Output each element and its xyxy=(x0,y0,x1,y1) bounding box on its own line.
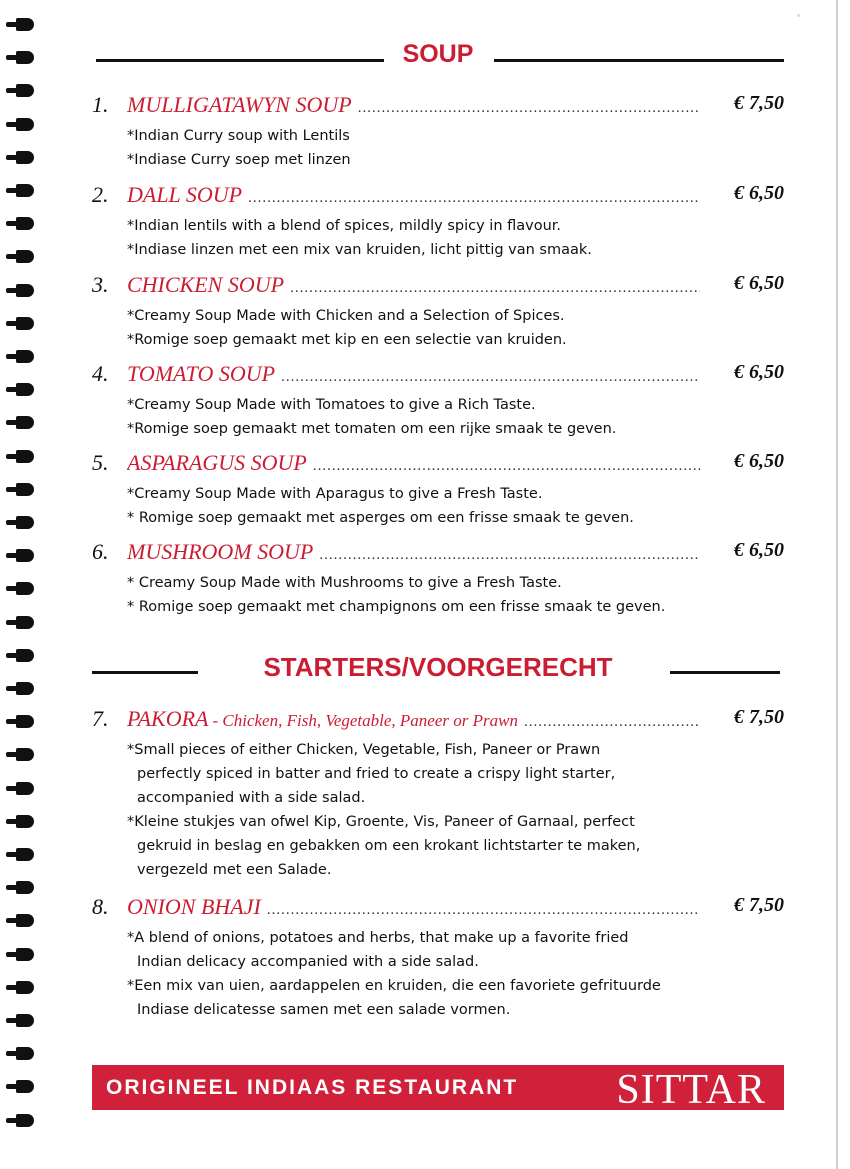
description-line: *Romige soep gemaakt met tomaten om een rijke smaak te geven. xyxy=(127,421,617,437)
binding-ring-icon xyxy=(6,682,34,695)
binding-ring-icon xyxy=(6,616,34,629)
binding-ring-icon xyxy=(6,450,34,463)
description-line: *Small pieces of either Chicken, Vegetable, Fish, Paneer or Prawn xyxy=(127,742,601,758)
description-line: *Creamy Soup Made with Aparagus to give a Fresh Taste. xyxy=(127,486,543,502)
binding-ring-icon xyxy=(6,483,34,496)
item-description xyxy=(127,926,784,1022)
leader-dots xyxy=(267,902,700,919)
item-price: € 6,50 xyxy=(734,539,784,561)
item-name: PAKORA xyxy=(127,706,209,731)
item-name: MUSHROOM SOUP xyxy=(127,539,314,564)
binding-ring-icon xyxy=(6,914,34,927)
page-edge xyxy=(836,0,838,1169)
item-price: € 7,50 xyxy=(734,92,784,114)
binding-ring-icon xyxy=(6,383,34,396)
binding-ring-icon xyxy=(6,782,34,795)
menu-item xyxy=(92,92,784,172)
item-name: CHICKEN SOUP xyxy=(127,272,285,297)
spiral-binding-icon xyxy=(6,18,40,1148)
binding-ring-icon xyxy=(6,1047,34,1060)
binding-ring-icon xyxy=(6,649,34,662)
binding-ring-icon xyxy=(6,848,34,861)
binding-ring-icon xyxy=(6,51,34,64)
binding-ring-icon xyxy=(6,250,34,263)
item-price: € 6,50 xyxy=(734,272,784,294)
menu-item xyxy=(92,450,784,530)
description-line: * Romige soep gemaakt met champignons om een frisse smaak te geven. xyxy=(127,599,666,615)
binding-ring-icon xyxy=(6,217,34,230)
description-line: *Indiase linzen met een mix van kruiden, licht pittig van smaak. xyxy=(127,242,592,258)
brand-logo: SITTAR xyxy=(616,1067,766,1113)
description-line: gekruid in beslag en gebakken om een krokant lichtstarter te maken, xyxy=(137,838,641,854)
item-number: 5. xyxy=(92,450,109,475)
description-line: Indian delicacy accompanied with a side salad. xyxy=(137,954,479,970)
item-description xyxy=(127,393,784,441)
item-variants: - Chicken, Fish, Vegetable, Paneer or Prawn xyxy=(212,711,518,730)
item-description xyxy=(127,571,784,619)
binding-ring-icon xyxy=(6,184,34,197)
binding-ring-icon xyxy=(6,715,34,728)
section-header-starters xyxy=(92,652,784,692)
description-line: accompanied with a side salad. xyxy=(137,790,366,806)
binding-ring-icon xyxy=(6,549,34,562)
section-title: SOUP xyxy=(92,40,784,69)
item-number: 7. xyxy=(92,706,109,731)
description-line: *Een mix van uien, aardappelen en kruiden, die een favoriete gefrituurde xyxy=(127,978,661,994)
binding-ring-icon xyxy=(6,815,34,828)
description-line: *Creamy Soup Made with Tomatoes to give a Rich Taste. xyxy=(127,397,536,413)
leader-dots xyxy=(319,547,700,564)
item-number: 4. xyxy=(92,361,109,386)
binding-ring-icon xyxy=(6,284,34,297)
leader-dots xyxy=(313,458,700,475)
item-price: € 6,50 xyxy=(734,361,784,383)
banner-text: ORIGINEEL INDIAAS RESTAURANT xyxy=(106,1076,519,1099)
menu-item xyxy=(92,539,784,619)
leader-dots xyxy=(524,714,700,731)
description-line: *Indian Curry soup with Lentils xyxy=(127,128,350,144)
binding-ring-icon xyxy=(6,18,34,31)
description-line: * Creamy Soup Made with Mushrooms to give a Fresh Taste. xyxy=(127,575,562,591)
item-description xyxy=(127,482,784,530)
item-name: ONION BHAJI xyxy=(127,894,261,919)
item-price: € 6,50 xyxy=(734,450,784,472)
binding-ring-icon xyxy=(6,151,34,164)
leader-dots xyxy=(290,280,700,297)
binding-ring-icon xyxy=(6,1080,34,1093)
paper-speck xyxy=(797,14,800,17)
item-name: TOMATO SOUP xyxy=(127,361,276,386)
binding-ring-icon xyxy=(6,416,34,429)
description-line: *A blend of onions, potatoes and herbs, that make up a favorite fried xyxy=(127,930,629,946)
section-header-soup xyxy=(92,40,784,80)
menu-item xyxy=(92,706,784,882)
binding-ring-icon xyxy=(6,118,34,131)
item-description xyxy=(127,214,784,262)
item-price: € 7,50 xyxy=(734,894,784,916)
description-line: *Indiase Curry soep met linzen xyxy=(127,152,351,168)
description-line: *Kleine stukjes van ofwel Kip, Groente, Vis, Paneer of Garnaal, perfect xyxy=(127,814,635,830)
leader-dots xyxy=(358,100,700,117)
description-line: Indiase delicatesse samen met een salade vormen. xyxy=(137,1002,511,1018)
binding-ring-icon xyxy=(6,981,34,994)
description-line: perfectly spiced in batter and fried to create a crispy light starter, xyxy=(137,766,616,782)
item-number: 2. xyxy=(92,182,109,207)
binding-ring-icon xyxy=(6,1114,34,1127)
item-name: MULLIGATAWYN SOUP xyxy=(127,92,352,117)
restaurant-banner xyxy=(92,1065,784,1113)
description-line: vergezeld met een Salade. xyxy=(137,862,332,878)
menu-item xyxy=(92,182,784,262)
description-line: *Romige soep gemaakt met kip en een selectie van kruiden. xyxy=(127,332,567,348)
binding-ring-icon xyxy=(6,582,34,595)
menu-item xyxy=(92,894,784,1022)
leader-dots xyxy=(281,369,700,386)
item-description xyxy=(127,304,784,352)
description-line: *Indian lentils with a blend of spices, mildly spicy in flavour. xyxy=(127,218,562,234)
menu-item xyxy=(92,361,784,441)
binding-ring-icon xyxy=(6,948,34,961)
binding-ring-icon xyxy=(6,516,34,529)
binding-ring-icon xyxy=(6,350,34,363)
item-number: 6. xyxy=(92,539,109,564)
binding-ring-icon xyxy=(6,881,34,894)
item-number: 3. xyxy=(92,272,109,297)
binding-ring-icon xyxy=(6,84,34,97)
item-description xyxy=(127,738,784,882)
item-price: € 7,50 xyxy=(734,706,784,728)
item-name: DALL SOUP xyxy=(127,182,243,207)
item-number: 8. xyxy=(92,894,109,919)
item-description xyxy=(127,124,784,172)
binding-ring-icon xyxy=(6,1014,34,1027)
binding-ring-icon xyxy=(6,317,34,330)
leader-dots xyxy=(248,190,700,207)
description-line: *Creamy Soup Made with Chicken and a Selection of Spices. xyxy=(127,308,565,324)
item-price: € 6,50 xyxy=(734,182,784,204)
item-name: ASPARAGUS SOUP xyxy=(127,450,307,475)
section-title: STARTERS/VOORGERECHT xyxy=(92,652,784,683)
description-line: * Romige soep gemaakt met asperges om een frisse smaak te geven. xyxy=(127,510,634,526)
menu-item xyxy=(92,272,784,352)
binding-ring-icon xyxy=(6,748,34,761)
item-number: 1. xyxy=(92,92,109,117)
